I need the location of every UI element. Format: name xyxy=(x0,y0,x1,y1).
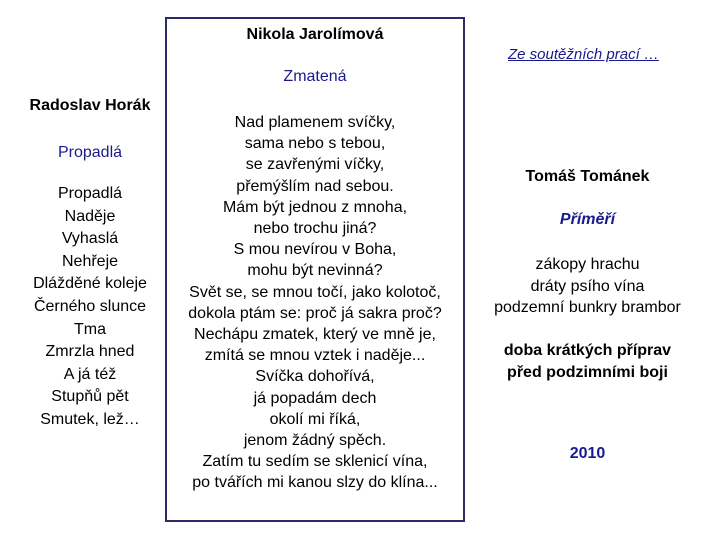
poem-line: Tma xyxy=(74,320,106,338)
poem-line: Propadlá xyxy=(57,185,123,202)
poem-line: mohu být nevinná? xyxy=(247,262,383,280)
right-poem-stanza xyxy=(480,340,695,384)
poem-line: dokola ptám se: proč já sakra proč? xyxy=(188,304,442,322)
poem-line: Nad plamenem svíčky, xyxy=(234,114,396,131)
left-author: Radoslav Horák xyxy=(29,97,151,114)
poem-line: nebo trochu jiná? xyxy=(253,220,377,238)
right-poem-title: Příměří xyxy=(559,211,616,228)
header-note: Ze soutěžních prací … xyxy=(508,46,659,63)
poem-line: Smutek, lež… xyxy=(40,410,140,428)
poem-line: přemýšlím nad sebou. xyxy=(236,177,394,195)
poem-line: Svíčka dohořívá, xyxy=(255,368,375,386)
center-author: Nikola Jarolímová xyxy=(246,26,384,43)
poem-line: jenom žádný spěch. xyxy=(243,432,387,450)
center-poem-title: Zmatená xyxy=(283,68,347,85)
poem-line: Mám být jednou z mnoha, xyxy=(222,198,408,216)
poem-line: Nehřeje xyxy=(61,252,119,270)
poem-line: Stupňů pět xyxy=(51,388,129,406)
poem-line: Dlážděné koleje xyxy=(33,275,147,293)
poem-line: A já též xyxy=(63,365,117,383)
poem-line: Černého slunce xyxy=(33,297,147,315)
right-poem-year: 2010 xyxy=(569,445,606,462)
right-poem-stanza xyxy=(480,254,695,319)
poem-line: před podzimními boji xyxy=(507,364,668,381)
poem-line: podzemní bunkry brambor xyxy=(494,299,681,316)
center-poem xyxy=(165,112,465,494)
poem-line: Zatím tu sedím se sklenicí vína, xyxy=(202,453,428,471)
poem-line: S mou nevírou v Boha, xyxy=(233,241,397,259)
poem-line: okolí mi říká, xyxy=(269,410,361,428)
poem-line: sama nebo s tebou, xyxy=(244,135,386,153)
poem-line: dráty psího vína xyxy=(530,277,645,295)
poem-line: Nechápu zmatek, který ve mně je, xyxy=(194,326,436,344)
poem-line: doba krátkých příprav xyxy=(503,342,672,359)
poem-line: se zavřenými víčky, xyxy=(245,156,385,174)
poem-line: Naděje xyxy=(64,207,116,225)
poem-line: Svět se, se mnou točí, jako kolotoč, xyxy=(189,283,441,301)
poem-line: Vyhaslá xyxy=(61,230,119,248)
left-poem xyxy=(10,183,170,432)
left-poem-title: Propadlá xyxy=(57,144,123,161)
poem-line: já popadám dech xyxy=(253,389,377,407)
poem-line: zákopy hrachu xyxy=(535,256,640,273)
poem-line: Zmrzla hned xyxy=(45,343,135,361)
right-author: Tomáš Tománek xyxy=(525,168,650,185)
poem-line: zmítá se mnou vztek i naděje... xyxy=(204,347,426,365)
poem-line: po tvářích mi kanou slzy do klína... xyxy=(192,474,438,492)
